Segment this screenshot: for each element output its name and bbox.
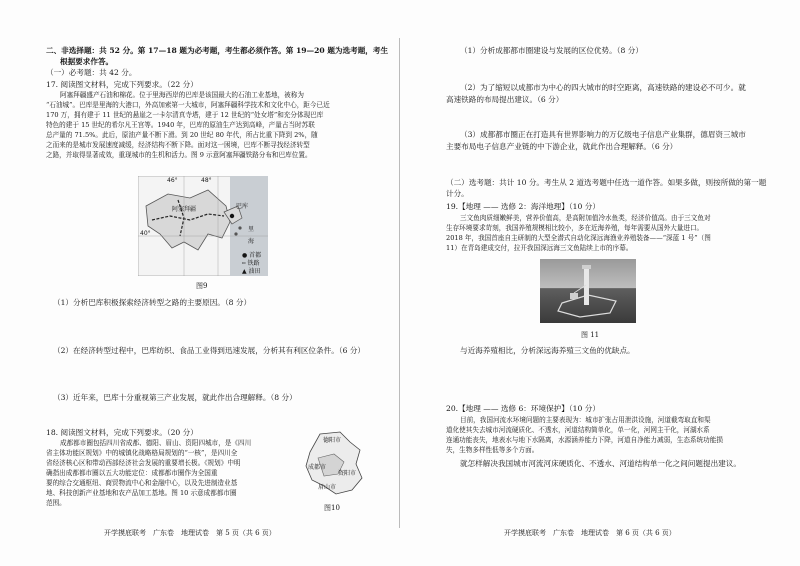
q18-sub3: （3）成都都市圈正在打造具有世界影响力的万亿级电子信息产业集群，德眉资三城市 bbox=[460, 130, 746, 139]
q17-para-line: 阿塞拜疆盛产石油和棉花。位于里海西岸的巴库是该国最大的石油工业基地，被称为 bbox=[60, 91, 304, 99]
q20-para-line: 道化使其失去城市河流硬质化、不透水，河道结构简单化，单一化，河网主干化，河湖水系 bbox=[446, 426, 710, 434]
sea-label: 海 bbox=[248, 238, 255, 245]
city-label: 德阳市 bbox=[323, 437, 342, 444]
figure-10-caption: 图10 bbox=[324, 504, 340, 512]
q20-para-line: 目前，我国河流水环境问题的主要表现为：城市扩张占用泄洪设施，河道截弯取直和渠 bbox=[460, 416, 711, 424]
lat-label: 40° bbox=[140, 230, 151, 237]
section-header-cont: 根据要求作答。 bbox=[60, 57, 114, 66]
legend-rail: ┅ 铁路 bbox=[242, 260, 260, 267]
q17-sub3: （3）近年来，巴库十分重视第三产业发展，就此作出合理解释。（8 分） bbox=[53, 393, 297, 402]
q18-para-line: 成都都市圈包括四川省成都、德阳、眉山、资阳四城市，是《四川 bbox=[60, 439, 252, 447]
elective-header-cont: 计分。 bbox=[446, 189, 469, 198]
q18-para-line: 省经济核心区和带动西部经济社会发展的重要增长极。《规划》中明 bbox=[46, 459, 241, 467]
q17-para-line: 170 万，拥有建于 11 世纪的悬崖之一卡尔清真寺塔，建于 12 世纪的“处女塔”和充分体现巴库 bbox=[46, 111, 324, 119]
page-footer: 开学摸底联考 广东卷 地理试卷 第 6 页（共 6 页） bbox=[504, 529, 676, 537]
q18-sub1: （1）分析成都都市圈建设与发展的区位优势。（8 分） bbox=[460, 46, 643, 55]
oilfield-symbol-icon: ▲ bbox=[242, 268, 247, 275]
section-header: 二、非选择题：共 52 分。第 17—18 题为必考题，考生都必须作答。第 19—20 题为选考题，考生 bbox=[46, 46, 389, 55]
q19-para-line: 生存环境要求苛刻，我国养殖规模相比较小，多在近海养殖，每年需要从国外大量进口。 bbox=[446, 224, 704, 232]
q19-title: 19.【地理 —— 选修 2：海洋地理】（10 分） bbox=[446, 202, 600, 211]
capital-label: 巴库 bbox=[236, 203, 249, 210]
q17-para-line: 总产量的 71.5%。此后，原油产量不断下滑。到 20 世纪 80 年代，所占比重下降到 2%，随 bbox=[46, 131, 318, 139]
required-header: （一）必考题：共 42 分。 bbox=[46, 68, 137, 77]
capital-symbol-icon: ● bbox=[242, 252, 248, 259]
sea-label: 里 bbox=[248, 226, 255, 233]
q17-para-line: 之路，并取得显著成效，重现城市的生机和活力。图 9 示意阿塞拜疆铁路分布和巴库位置。 bbox=[46, 151, 312, 159]
q17-para-line: “石油城”。巴库是里海的大港口，外高加索第一大城市，阿塞拜疆科学技术和文化中心，距今已近 bbox=[46, 101, 330, 109]
elective-header: （二）选考题：共计 10 分。考生从 2 道选考题中任选一道作答。如果多做，则按所做的第一题 bbox=[446, 178, 767, 187]
q18-para-line: 省主体功能区规划》中的城镇化战略格局规划的“一核”，是四川全 bbox=[46, 449, 238, 457]
figure-11-photo bbox=[540, 259, 636, 323]
page-6 bbox=[400, 0, 800, 566]
q17-sub1: （1）分析巴库积极探索经济转型之路的主要原因。（8 分） bbox=[53, 298, 252, 307]
q17-sub2: （2）在经济转型过程中，巴库纺织、食品工业得到迅速发展，分析其有利区位条件。（6 分） bbox=[53, 346, 366, 355]
q17-title: 17. 阅读图文材料，完成下列要求。（22 分） bbox=[46, 80, 198, 89]
q17-para-line: 特色的建于 15 世纪的希尔凡王宫等。1940 年，巴库的原油生产达到高峰，产量占当时苏联 bbox=[46, 121, 315, 129]
figure-9-caption: 图9 bbox=[196, 282, 208, 290]
q18-title: 18. 阅读图文材料，完成下列要求。（20 分） bbox=[46, 428, 198, 437]
q20-title: 20.【地理 —— 选修 6：环境保护】（10 分） bbox=[446, 404, 600, 413]
page-footer: 开学摸底联考 广东卷 地理试卷 第 5 页（共 6 页） bbox=[104, 529, 276, 537]
city-label: 成都市 bbox=[308, 464, 327, 471]
q19-para-line: 2018 年，我国首座自主研制的大型全潜式自动化深远海渔业养殖装备——“深蓝 1 号”（图 bbox=[446, 234, 711, 242]
q18-sub3-cont: 主要布局电子信息产业链的中下游企业，就此作出合理解释。（6 分） bbox=[446, 142, 678, 151]
q17-para-line: 之而来的是城市发展速度减缓，经济结构不断下降。面对这一困境，巴库不断寻找经济转型 bbox=[46, 141, 310, 149]
city-label: 资阳市 bbox=[338, 470, 357, 477]
q19-para-line: 三文鱼肉质细嫩鲜美，营养价值高，是高附加值冷水鱼类，经济价值高。由于三文鱼对 bbox=[460, 214, 711, 222]
q20-question: 就怎样解决我国城市河流河床硬质化、不透水、河道结构单一化之间问题提出建议。 bbox=[460, 459, 741, 468]
q18-para-line: 确指出成都都市圈以五大功能定位：成都都市圈作为全国重 bbox=[46, 469, 218, 477]
figure-11-caption: 图 11 bbox=[581, 331, 600, 339]
map-country-label: 阿塞拜疆 bbox=[172, 206, 197, 213]
q18-sub2: （2）为了缩短以成都市为中心的四大城市的时空距离，高速铁路的建设必不可少。就 bbox=[460, 83, 746, 92]
q19-question: 与近海养殖相比，分析深远海养殖三文鱼的优缺点。 bbox=[460, 346, 635, 355]
railway-symbol-icon: ┅ bbox=[242, 260, 246, 267]
lon-label: 48° bbox=[201, 177, 212, 184]
q18-sub2-cont: 高速铁路的布局提出建议。（6 分） bbox=[446, 95, 564, 104]
legend-capital: ● 首都 bbox=[242, 252, 262, 259]
q19-para-line: 11）在青岛建成交付，拉开我国深远海三文鱼陆续上市的序幕。 bbox=[446, 244, 633, 252]
q20-para-line: 连通功能丧失，地表水与地下水隔离，水源涵养能力下降，河道自净能力减弱，生态系统功能损 bbox=[446, 436, 723, 444]
q18-para-line: 地、科技创新产业基地和农产品加工基地。图 10 示意成都都市圈 bbox=[46, 489, 237, 497]
q20-para-line: 失，生物多样性低等多个方面。 bbox=[446, 446, 539, 454]
city-label: 眉山市 bbox=[318, 484, 337, 491]
legend-oilfield: ▲ 油田 bbox=[242, 268, 261, 275]
q18-para-line: 要的综合交通枢纽、商贸物流中心和金融中心，以及先进制造业基 bbox=[46, 479, 238, 487]
q18-para-line: 范围。 bbox=[46, 499, 66, 507]
lon-label: 46° bbox=[167, 177, 178, 184]
